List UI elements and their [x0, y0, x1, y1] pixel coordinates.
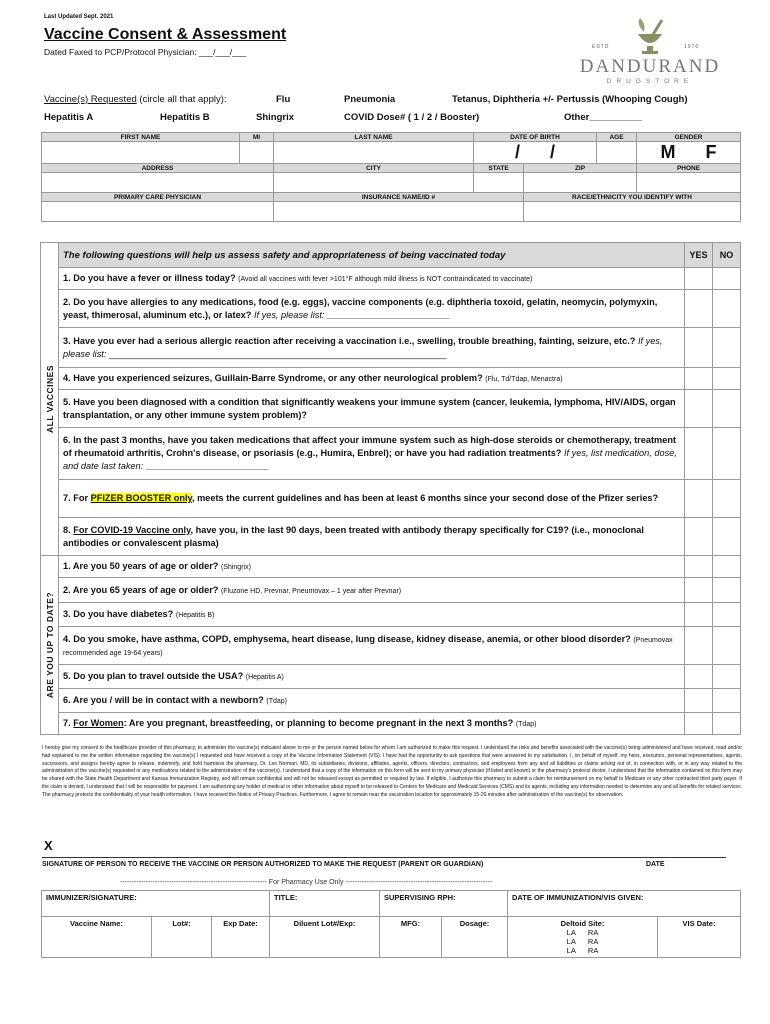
- logo-estd: ESTD: [592, 44, 610, 50]
- q6-no-box[interactable]: [713, 428, 741, 480]
- zip-field[interactable]: [524, 173, 637, 193]
- u1-yes-box[interactable]: [685, 556, 713, 578]
- pharmacy-use-table: [41, 890, 741, 958]
- question-4: 4. Have you experienced seizures, Guillain-Barre Syndrome, or any other neurological problem? (Flu, Td/Tdap, Menactra): [59, 368, 685, 390]
- logo-subtitle: DRUGSTORE: [606, 78, 694, 85]
- side-all-vaccines: ALL VACCINES: [41, 243, 59, 556]
- pcp-label: PRIMARY CARE PHYSICIAN: [42, 193, 274, 202]
- mi-field[interactable]: [240, 142, 274, 164]
- question-1: 1. Do you have a fever or illness today? (Avoid all vaccines with fever >101°F although mild illness is NOT contraindicated to vaccinate): [59, 268, 685, 290]
- gender-m[interactable]: M: [660, 142, 676, 162]
- last-updated: Last Updated Sept. 2021: [44, 14, 114, 20]
- q4-yes-box[interactable]: [685, 368, 713, 390]
- signature-date-label: DATE: [646, 861, 665, 868]
- logo-year: 1976: [684, 44, 700, 50]
- q1-yes-box[interactable]: [685, 268, 713, 290]
- u5-yes-box[interactable]: [685, 665, 713, 689]
- uptodate-question-2: 2. Are you 65 years of age or older? (Fluzone HD, Prevnar, Pneumovax – 1 year after Prevnar): [59, 578, 685, 603]
- address-field[interactable]: [42, 173, 274, 193]
- u3-no-box[interactable]: [713, 603, 741, 627]
- zip-label: ZIP: [524, 164, 637, 173]
- q2-no-box[interactable]: [713, 290, 741, 328]
- mi-label: MI: [240, 133, 274, 142]
- exp-date-field[interactable]: Exp Date:: [212, 917, 270, 958]
- dob-label: DATE OF BIRTH: [474, 133, 597, 142]
- site-option[interactable]: LA RA: [566, 928, 599, 937]
- option-pneumonia[interactable]: Pneumonia: [344, 94, 396, 105]
- first-name-label: FIRST NAME: [42, 133, 240, 142]
- title-field[interactable]: TITLE:: [270, 891, 380, 917]
- date-given-field[interactable]: DATE OF IMMUNIZATION/VIS GIVEN:: [508, 891, 741, 917]
- phone-label: PHONE: [637, 164, 741, 173]
- q8-yes-box[interactable]: [685, 518, 713, 556]
- u7-yes-box[interactable]: [685, 713, 713, 735]
- age-label: AGE: [597, 133, 637, 142]
- vaccine-instruction: (circle all that apply):: [139, 94, 227, 105]
- question-3: 3. Have you ever had a serious allergic reaction after receiving a vaccination i.e., swelling, trouble breathing, fainting, seizure, etc.? If yes, please list: __________________________________________________________________: [59, 328, 685, 368]
- question-5: 5. Have you been diagnosed with a condition that significantly weakens your immune system (cancer, leukemia, lymphoma, HIV/AIDS, organ transplantation, or any other immune system problem)?: [59, 390, 685, 428]
- q7-no-box[interactable]: [713, 480, 741, 518]
- site-option[interactable]: LA RA: [566, 937, 599, 946]
- uptodate-question-6: 6. Are you / will be in contact with a newborn? (Tdap): [59, 689, 685, 713]
- deltoid-site-field[interactable]: [508, 917, 658, 958]
- q3-yes-box[interactable]: [685, 328, 713, 368]
- screening-questions-table: [40, 242, 741, 735]
- u5-no-box[interactable]: [713, 665, 741, 689]
- option-covid[interactable]: COVID Dose# ( 1 / 2 / Booster): [344, 112, 480, 123]
- u3-yes-box[interactable]: [685, 603, 713, 627]
- questions-header: The following questions will help us assess safety and appropriateness of being vaccinated today: [59, 243, 685, 268]
- q2-yes-box[interactable]: [685, 290, 713, 328]
- logo-name: DANDURAND: [579, 56, 721, 77]
- option-other[interactable]: Other__________: [564, 112, 643, 123]
- q1-no-box[interactable]: [713, 268, 741, 290]
- signature-x: X: [44, 838, 53, 853]
- pharmacy-logo: [568, 16, 728, 90]
- site-option[interactable]: LA RA: [566, 946, 599, 955]
- q7-yes-box[interactable]: [685, 480, 713, 518]
- age-field[interactable]: [597, 142, 637, 164]
- q5-yes-box[interactable]: [685, 390, 713, 428]
- consent-paragraph: I hereby give my consent to the healthcare provider of this pharmacy, to administer the vaccine(s) indicated above to me or the person named below for whom I am authorized to make this request. I understand the risks and benefits associated with the vaccine(s) being administered and have received, read and/or had explained to me the written information regarding the vaccine(s) I requested and have received a copy of the Vaccine Information Statement (VIS). I have had the opportunity to ask questions that were answered to my satisfaction. I, on behalf of myself, my heirs, executors, personal representatives, agents, successors, and assigns hereby agree to release, indemnify, and hold harmless the pharmacy, Dr. Lee Norman, MD, its subsidiaries, divisions, affiliates, agents, officers, directors, contractors, and employees from any and all liabilities or claims arising out of, in connection with, or in any way related to the administration of the vaccine(s) requested or any medications related to the administration of the vaccine(s). I understand that a copy of the information on this form will be sent to my primary physician (if listed and known) or the pharmacy's protocol doctor. I understand that the information contained on this form may be shared with the State Health Department and Kansas Immunization Registry, and will remain confidential and will not be released except as permitted or required by law. If eligible, I authorize this pharmacy to submit a claim for reimbursement on my behalf to Medicare or any other contracted third party payer. If the claim is denied, I understand that I will be responsible for payment. I am authorizing any holder of medical or other information about myself to be released to Centers for Medicare and Medicaid Services (CMS) and its agents, including any information needed to determine any and all benefits for related services. The pharmacy protects the confidentiality of your health information. I have received the Notice of Privacy Practices. Furthermore, I agree to remain near the vaccination location for approximately 15-20 minutes after administration of the vaccine(s) for observation.: [42, 745, 742, 798]
- u4-no-box[interactable]: [713, 627, 741, 665]
- vaccine-label: Vaccine(s) Requested: [44, 94, 137, 105]
- question-7: 7. For PFIZER BOOSTER only, meets the current guidelines and has been at least 6 months since your second dose of the Pfizer series?: [59, 480, 685, 518]
- gender-field[interactable]: [637, 142, 741, 164]
- state-label: STATE: [474, 164, 524, 173]
- vis-date-field[interactable]: VIS Date:: [658, 917, 741, 958]
- race-label: RACE/ETHNICITY YOU IDENTIFY WITH: [524, 193, 741, 202]
- u7-no-box[interactable]: [713, 713, 741, 735]
- pharmacy-use-banner: --------------------------------------------------------------- For Pharmacy Use Only ---------------------------------------------------------------: [120, 879, 493, 886]
- address-label: ADDRESS: [42, 164, 274, 173]
- vaccine-name-field[interactable]: Vaccine Name:: [42, 917, 152, 958]
- signature-label: SIGNATURE OF PERSON TO RECEIVE THE VACCINE OR PERSON AUTHORIZED TO MAKE THE REQUEST (PARENT OR GUARDIAN): [42, 861, 484, 868]
- side-up-to-date: ARE YOU UP TO DATE?: [41, 556, 59, 735]
- city-label: CITY: [274, 164, 474, 173]
- u1-no-box[interactable]: [713, 556, 741, 578]
- q6-yes-box[interactable]: [685, 428, 713, 480]
- q5-no-box[interactable]: [713, 390, 741, 428]
- no-header: NO: [713, 243, 741, 268]
- q8-no-box[interactable]: [713, 518, 741, 556]
- uptodate-question-7: 7. For Women: Are you pregnant, breastfeeding, or planning to become pregnant in the next 3 months? (Tdap): [59, 713, 685, 735]
- question-8: 8. For COVID-19 Vaccine only, have you, in the last 90 days, been treated with antibody therapy specifically for C19? (i.e., monoclonal antibodies or convalescent plasma): [59, 518, 685, 556]
- mortar-pestle-icon: [630, 16, 670, 56]
- signature-line[interactable]: [42, 857, 726, 858]
- first-name-field[interactable]: [42, 142, 240, 164]
- gender-label: GENDER: [637, 133, 741, 142]
- u6-no-box[interactable]: [713, 689, 741, 713]
- dosage-field[interactable]: Dosage:: [442, 917, 508, 958]
- u4-yes-box[interactable]: [685, 627, 713, 665]
- supervising-rph-field[interactable]: SUPERVISING RPH:: [380, 891, 508, 917]
- insurance-field[interactable]: [274, 202, 524, 222]
- deltoid-label: Deltoid Site:: [560, 919, 605, 928]
- question-6: 6. In the past 3 months, have you taken medications that affect your immune system such as high-dose steroids or chemotherapy, treatment of rheumatoid arthritis, Crohn's disease, or psoriasis (e.g., Humira, Enbrel); or have you had radiation treatments? If yes, list medication, dose, and date last taken: ________________________: [59, 428, 685, 480]
- option-hepatitis-a[interactable]: Hepatitis A: [44, 112, 94, 123]
- option-shingrix[interactable]: Shingrix: [256, 112, 295, 123]
- option-tdap[interactable]: Tetanus, Diphtheria +/- Pertussis (Whooping Cough): [452, 94, 688, 105]
- state-field[interactable]: [474, 173, 524, 193]
- lot-field[interactable]: Lot#:: [152, 917, 212, 958]
- dob-field[interactable]: / /: [474, 142, 597, 164]
- q4-no-box[interactable]: [713, 368, 741, 390]
- gender-f[interactable]: F: [705, 142, 717, 162]
- yes-header: YES: [685, 243, 713, 268]
- q3-no-box[interactable]: [713, 328, 741, 368]
- dated-faxed-line: Dated Faxed to PCP/Protocol Physician: ___/___/___: [44, 47, 247, 57]
- insurance-label: INSURANCE NAME/ID #: [274, 193, 524, 202]
- u2-no-box[interactable]: [713, 578, 741, 603]
- uptodate-question-3: 3. Do you have diabetes? (Hepatitis B): [59, 603, 685, 627]
- option-flu[interactable]: Flu: [276, 94, 291, 105]
- u6-yes-box[interactable]: [685, 689, 713, 713]
- immunizer-signature-field[interactable]: IMMUNIZER/SIGNATURE:: [42, 891, 270, 917]
- page-title: Vaccine Consent & Assessment: [44, 26, 287, 43]
- diluent-field[interactable]: Diluent Lot#/Exp:: [270, 917, 380, 958]
- patient-info-table: [41, 132, 741, 222]
- uptodate-question-5: 5. Do you plan to travel outside the USA? (Hepatitis A): [59, 665, 685, 689]
- race-field[interactable]: [524, 202, 741, 222]
- u2-yes-box[interactable]: [685, 578, 713, 603]
- pfizer-booster-highlight: PFIZER BOOSTER only: [90, 493, 192, 504]
- uptodate-question-4: 4. Do you smoke, have asthma, COPD, emphysema, heart disease, lung disease, kidney disease, anemia, or other blood disorder? (Pneumovax recommended age 19-64 years): [59, 627, 685, 665]
- vaccine-requested-label: [44, 94, 227, 105]
- mfg-field[interactable]: MFG:: [380, 917, 442, 958]
- phone-field[interactable]: [637, 173, 741, 193]
- pcp-field[interactable]: [42, 202, 274, 222]
- last-name-field[interactable]: [274, 142, 474, 164]
- option-hepatitis-b[interactable]: Hepatitis B: [160, 112, 210, 123]
- last-name-label: LAST NAME: [274, 133, 474, 142]
- question-2: 2. Do you have allergies to any medications, food (e.g. eggs), vaccine components (e.g. diphtheria toxoid, gelatin, neomycin, polymyxin, yeast, thimerosal, aluminum etc.), or latex? If yes, please list: ________________________: [59, 290, 685, 328]
- city-field[interactable]: [274, 173, 474, 193]
- uptodate-question-1: 1. Are you 50 years of age or older? (Shingrix): [59, 556, 685, 578]
